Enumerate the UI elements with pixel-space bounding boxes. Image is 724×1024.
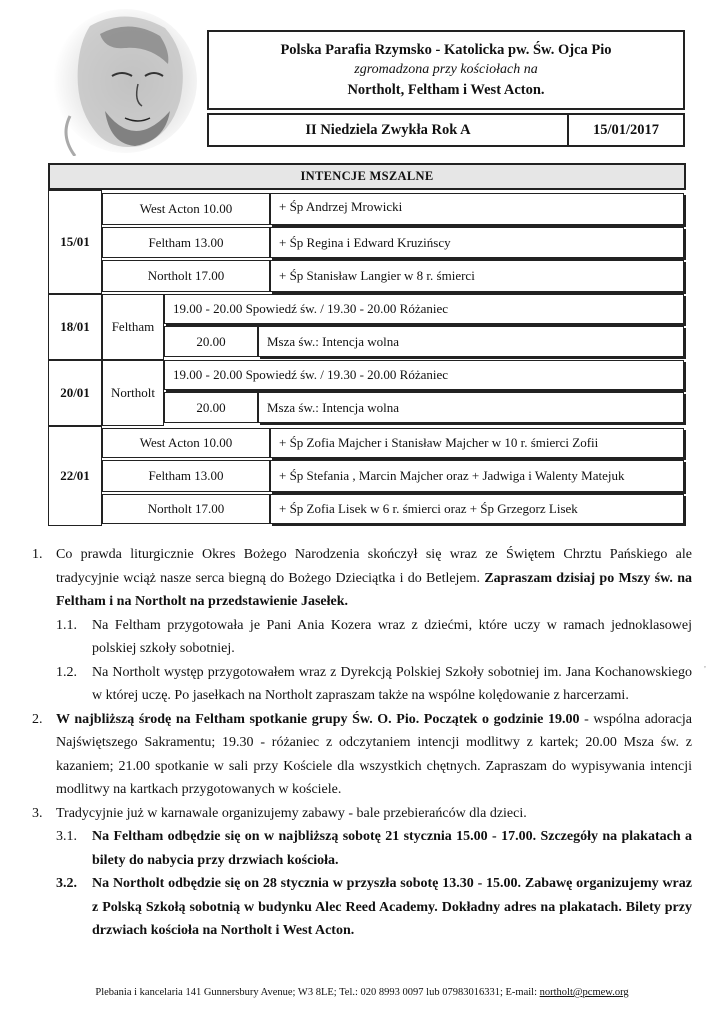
announcement-subitem bbox=[32, 872, 692, 943]
subitem-number: 1.1. bbox=[56, 617, 77, 633]
date-cell: 18/01 bbox=[48, 294, 102, 360]
subitem-text: Na Feltham odbędzie się on w najbliższą sobotę 21 stycznia 15.00 - 17.00. Szczegóły na plakatach a bilety do nabycia przy drzwiach kościoła. bbox=[92, 829, 692, 868]
mass-intention: Msza św.: Intencja wolna bbox=[258, 326, 684, 357]
mass-intention: + Śp Zofia Lisek w 6 r. śmierci oraz + Śp Grzegorz Lisek bbox=[270, 494, 684, 524]
footer bbox=[0, 987, 724, 998]
footer-email-link[interactable]: northolt@pcmew.org bbox=[539, 987, 629, 998]
mass-intentions-table bbox=[48, 163, 686, 526]
sunday-name: II Niedziela Zwykła Rok A bbox=[209, 115, 569, 145]
mass-place-time: West Acton 10.00 bbox=[102, 428, 270, 458]
mass-place-time: Northolt 17.00 bbox=[102, 260, 270, 292]
mass-place-time: West Acton 10.00 bbox=[102, 193, 270, 225]
subitem-number: 1.2. bbox=[56, 664, 77, 680]
confession-rosary: 19.00 - 20.00 Spowiedź św. / 19.30 - 20.00 Różaniec bbox=[164, 294, 684, 324]
mass-time: 20.00 bbox=[164, 392, 258, 423]
portrait-sketch bbox=[30, 6, 202, 156]
item-number: 2. bbox=[32, 711, 43, 727]
item-number: 3. bbox=[32, 805, 43, 821]
confession-rosary: 19.00 - 20.00 Spowiedź św. / 19.30 - 20.00 Różaniec bbox=[164, 360, 684, 390]
item-text: Tradycyjnie już w karnawale organizujemy zabawy - bale przebierańców dla dzieci. bbox=[56, 805, 527, 821]
mass-intention: + Śp Zofia Majcher i Stanisław Majcher w 10 r. śmierci Zofii bbox=[270, 428, 684, 458]
church-cell: Feltham bbox=[102, 294, 164, 360]
announcement-subitem bbox=[32, 825, 692, 872]
stray-mark: , bbox=[704, 660, 706, 669]
item-text: - wspólna adoracja Najświętszego Sakramentu; 19.30 - różaniec z odczytaniem intencji modlitwy z kartek; 20.00 Msza św. z kazaniem; 21.00 spotkanie w sali przy Kościele dla wszystkich chętnych. Zapraszam do wypisywania intencji modlitwy na kartkach przygotowanych w kościele. bbox=[56, 711, 692, 797]
subitem-number: 3.1. bbox=[56, 829, 77, 844]
subitem-text: Na Feltham przygotowała je Pani Ania Kozera wraz z dziećmi, które uczy w ramach jednoklasowej polskiej szkoły sobotniej. bbox=[92, 617, 692, 656]
bulletin-date: 15/01/2017 bbox=[592, 121, 660, 138]
mass-intention: Msza św.: Intencja wolna bbox=[258, 392, 684, 423]
announcement-item bbox=[32, 543, 692, 614]
subitem-number: 3.2. bbox=[56, 876, 77, 891]
mass-place-time: Northolt 17.00 bbox=[102, 494, 270, 524]
item-bold-text: Zapraszam dzisiaj po Mszy św. na Feltham i na Northolt na przedstawienie Jasełek. bbox=[56, 570, 692, 609]
date-cell: 22/01 bbox=[48, 426, 102, 526]
mass-place-time: Feltham 13.00 bbox=[102, 227, 270, 258]
announcements bbox=[32, 543, 692, 943]
date-cell: 20/01 bbox=[48, 360, 102, 426]
item-bold-text: W najbliższą środę na Feltham spotkanie grupy Św. O. Pio. Początek o godzinie 19.00 bbox=[56, 711, 580, 727]
mass-time: 20.00 bbox=[164, 326, 258, 357]
church-cell: Northolt bbox=[102, 360, 164, 426]
announcement-item bbox=[32, 708, 692, 802]
parish-subtitle: zgromadzona przy kościołach na bbox=[354, 62, 538, 77]
mass-intention: + Śp Andrzej Mrowicki bbox=[270, 193, 684, 225]
parish-header bbox=[207, 30, 685, 110]
item-number: 1. bbox=[32, 547, 43, 562]
item-text: Co prawda liturgicznie Okres Bożego Narodzenia skończył się wraz ze Świętem Chrztu Pańskiego ale tradycyjnie wciąż nasze serca biegną do Bożego Dzieciątka i do Betlejem. bbox=[56, 547, 692, 586]
date-cell: 15/01 bbox=[48, 190, 102, 294]
announcement-subitem bbox=[32, 614, 692, 661]
sunday-bar bbox=[207, 113, 685, 147]
announcement-item bbox=[32, 802, 692, 826]
mass-intention: + Śp Stefania , Marcin Majcher oraz + Jadwiga i Walenty Matejuk bbox=[270, 460, 684, 492]
announcement-subitem bbox=[32, 661, 692, 708]
subitem-text: Na Northolt odbędzie się on 28 stycznia w przyszła sobotę 13.30 - 15.00. Zabawę organizujemy wraz z Polską Szkołą sobotnią w budynku Alec Reed Academy. Dokładny adres na plakatach. Bilety przy drzwiach kościoła na Northolt i West Acton. bbox=[92, 876, 692, 938]
subitem-text: Na Northolt występ przygotowałem wraz z Dyrekcją Polskiej Szkoły sobotniej im. Jana Kochanowskiego w której uczę. Po jasełkach na Northolt zapraszam także na wspólne kolędowanie z harcerzami. bbox=[92, 664, 692, 703]
intentions-title: INTENCJE MSZALNE bbox=[48, 163, 686, 190]
mass-place-time: Feltham 13.00 bbox=[102, 460, 270, 492]
mass-intention: + Śp Regina i Edward Kruzińscy bbox=[270, 227, 684, 258]
parish-name: Polska Parafia Rzymsko - Katolicka pw. Św. Ojca Pio bbox=[280, 42, 612, 58]
parish-churches: Northolt, Feltham i West Acton. bbox=[347, 82, 545, 98]
footer-address: Plebania i kancelaria 141 Gunnersbury Avenue; W3 8LE; Tel.: 020 8993 0097 lub 07983016331; E-mail: bbox=[95, 987, 540, 998]
mass-intention: + Śp Stanisław Langier w 8 r. śmierci bbox=[270, 260, 684, 292]
